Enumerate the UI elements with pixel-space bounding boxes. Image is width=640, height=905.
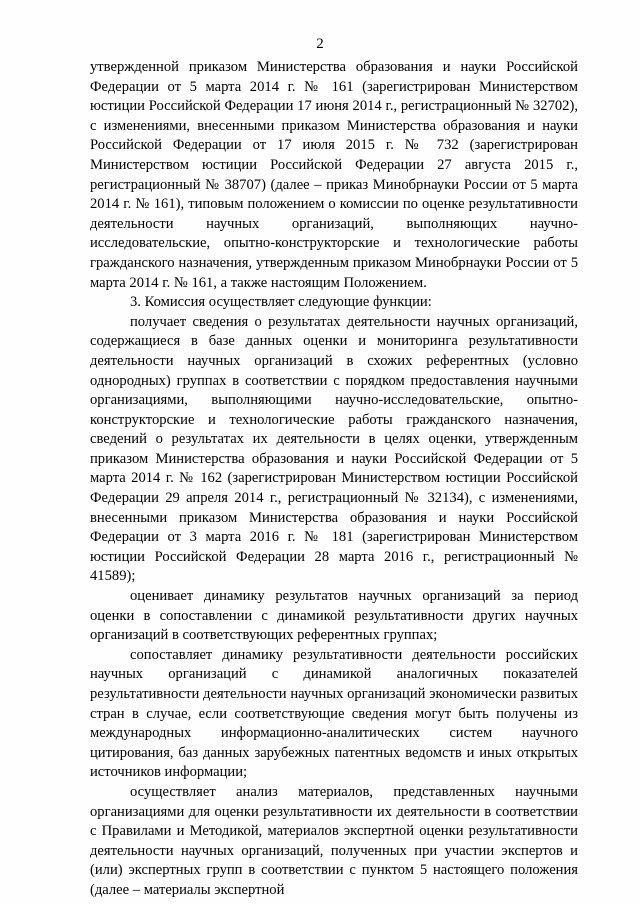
page-number: 2	[316, 36, 324, 52]
paragraph-function-compares: сопоставляет динамику результативности деятельности российских научных организаций с динамикой аналогичных показателей результативности деятельности научных организаций экономически развитых стран в случае, если соответствующие сведения могут быть получены из международных информационно-аналитических систем научного цитирования, баз данных зарубежных патентных ведомств и иных открытых источников информации;	[90, 646, 578, 781]
document-body	[90, 58, 578, 901]
paragraph-function-receives: получает сведения о результатах деятельности научных организаций, содержащиеся в базе данных оценки и мониторинга результативности деятельности научных организаций в схожих референтных (условно однородных) группах в соответствии с порядком предоставления научными организациями, выполняющими научно-исследовательские, опытно-конструкторские и технологические работы гражданского назначения, сведений о результатах их деятельности в целях оценки, утвержденным приказом Министерства образования и науки Российской Федерации от 5 марта 2014 г. № 162 (зарегистрирован Министерством юстиции Российской Федерации 29 апреля 2014 г., регистрационный № 32134), с изменениями, внесенными приказом Министерства образования и науки Российской Федерации от 3 марта 2016 г. № 181 (зарегистрирован Министерством юстиции Российской Федерации 28 марта 2016 г., регистрационный № 41589);	[90, 313, 578, 585]
paragraph-function-evaluates: оценивает динамику результатов научных организаций за период оценки в сопоставлении с динамикой результативности других научных организаций в соответствующих референтных группах;	[90, 588, 578, 644]
paragraph-item-3-heading: 3. Комиссия осуществляет следующие функции:	[130, 294, 432, 311]
paragraph-function-analyzes: осуществляет анализ материалов, представленных научными организациями для оценки результативности их деятельности в соответствии с Правилами и Методикой, материалов экспертной оценки результативности деятельности научных организаций, полученных при участии экспертов и (или) экспертных групп в соответствии с пунктом 5 настоящего положения (далее – материалы экспертной	[90, 783, 578, 898]
paragraph-intro-continuation: утвержденной приказом Министерства образования и науки Российской Федерации от 5 марта 2014 г. № 161 (зарегистрирован Министерством юстиции Российской Федерации 17 июня 2014 г., регистрационный № 32702), с изменениями, внесенными приказом Министерства образования и науки Российской Федерации от 17 июля 2015 г. № 732 (зарегистрирован Министерством юстиции Российской Федерации 27 августа 2015 г., регистрационный № 38707) (далее – приказ Минобрнауки России от 5 марта 2014 г. № 161), типовым положением о комиссии по оценке результативности деятельности научных организаций, выполняющих научно-исследовательские, опытно-конструкторские и технологические работы гражданского назначения, утвержденным приказом Минобрнауки России от 5 марта 2014 г. № 161, а также настоящим Положением.	[90, 59, 578, 291]
